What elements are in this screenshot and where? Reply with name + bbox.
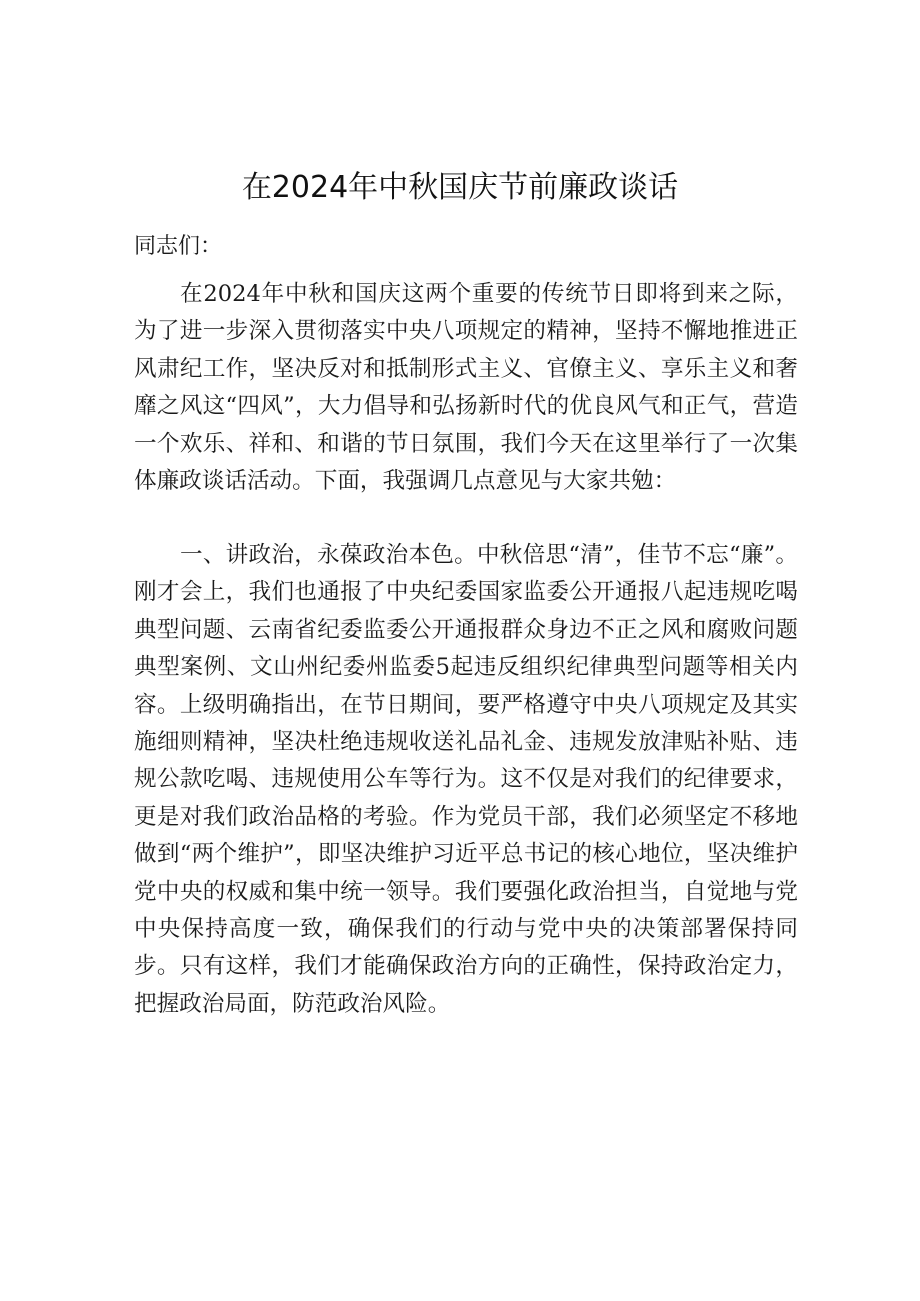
paragraph-intro: 在2024年中秋和国庆这两个重要的传统节日即将到来之际，为了进一步深入贯彻落实中央八项规定的精神，坚持不懈地推进正风肃纪工作，坚决反对和抵制形式主义、官僚主义、享乐主义和奢靡之风这“四风”，大力倡导和弘扬新时代的优良风气和正气，营造一个欢乐、祥和、和谐的节日氛围，我们今天在这里举行了一次集体廉政谈话活动。下面，我强调几点意见与大家共勉： <box>134 281 798 495</box>
paragraph-section-one: 一、讲政治，永葆政治本色。中秋倍思“清”，佳节不忘“廉”。刚才会上，我们也通报了中央纪委国家监委公开通报八起违规吃喝典型问题、云南省纪委监委公开通报群众身边不正之风和腐败问题典型案例、文山州纪委州监委5起违反组织纪律典型问题等相关内容。上级明确指出，在节日期间，要严格遵守中央八项规定及其实施细则精神，坚决杜绝违规收送礼品礼金、违规发放津贴补贴、违规公款吃喝、违规使用公车等行为。这不仅是对我们的纪律要求，更是对我们政治品格的考验。作为党员干部，我们必须坚定不移地做到“两个维护”，即坚决维护习近平总书记的核心地位，坚决维护党中央的权威和集中统一领导。我们要强化政治担当，自觉地与党中央保持高度一致，确保我们的行动与党中央的决策部署保持同步。只有这样，我们才能确保政治方向的正确性，保持政治定力，把握政治局面，防范政治风险。 <box>134 542 798 1017</box>
document-title: 在2024年中秋国庆节前廉政谈话 <box>241 170 679 205</box>
salutation: 同志们： <box>134 234 223 259</box>
